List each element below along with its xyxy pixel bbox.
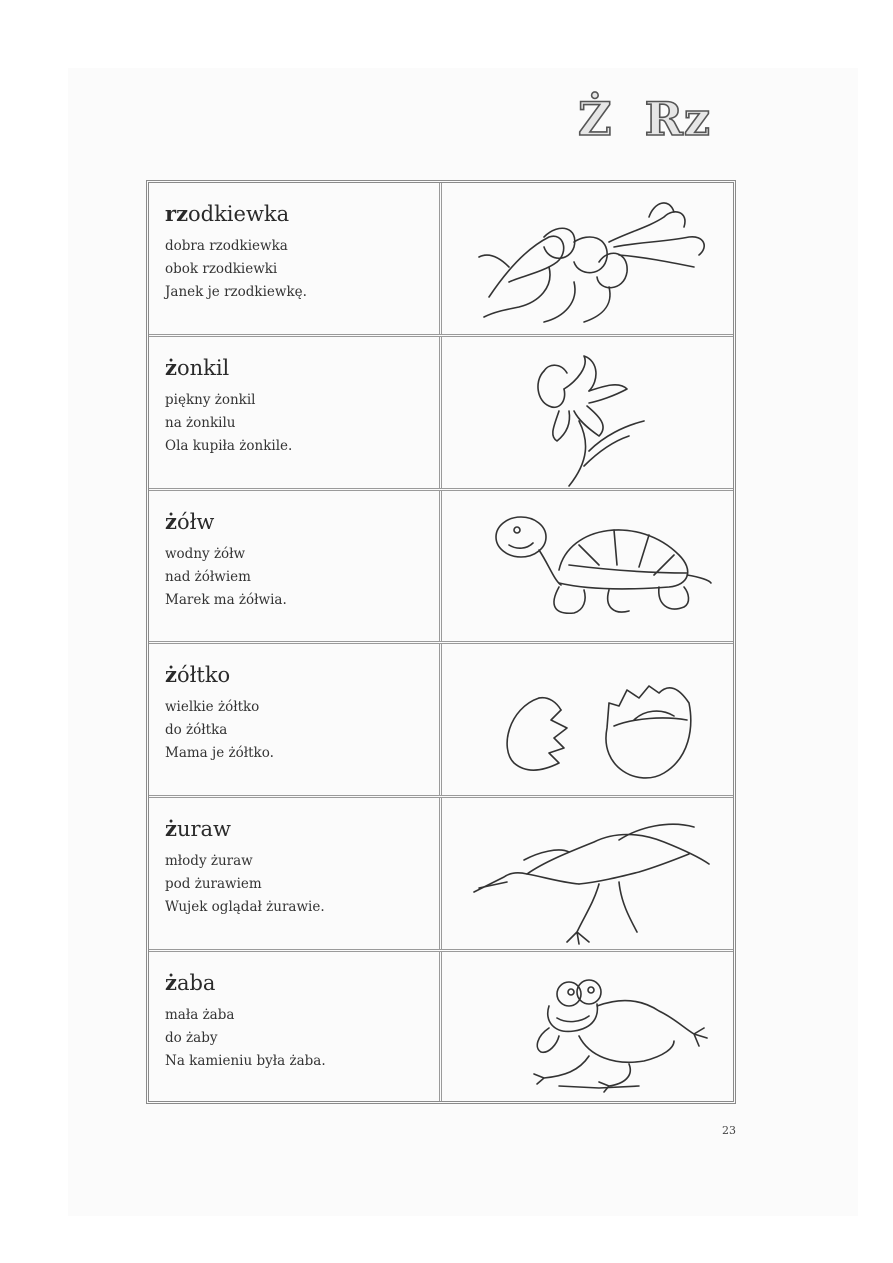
entry-word: żonkil xyxy=(165,355,230,380)
phrase-line: wielkie żółtko xyxy=(165,699,260,715)
entry-word: żuraw xyxy=(165,816,231,841)
phrase-line: wodny żółw xyxy=(165,546,246,562)
column-divider xyxy=(439,952,442,1101)
phrase-line: piękny żonkil xyxy=(165,392,256,408)
entry-phrases xyxy=(165,1004,326,1073)
entry-word: żółtko xyxy=(165,662,231,687)
phrase-line: Na kamieniu była żaba. xyxy=(165,1053,326,1069)
vocabulary-table xyxy=(146,180,736,1104)
entry-phrases xyxy=(165,850,325,919)
page-header-letters xyxy=(578,92,711,146)
phrase-line: dobra rzodkiewka xyxy=(165,238,288,254)
table-row xyxy=(149,798,733,952)
phrase-line: Marek ma żółwia. xyxy=(165,592,287,608)
phrase-line: młody żuraw xyxy=(165,853,253,869)
phrase-line: do żaby xyxy=(165,1030,218,1046)
turtle-icon xyxy=(449,495,729,641)
table-row xyxy=(149,183,733,337)
table-row xyxy=(149,337,733,491)
radish-icon xyxy=(449,187,729,333)
column-divider xyxy=(439,644,442,795)
entry-phrases xyxy=(165,543,287,612)
column-divider xyxy=(439,798,442,949)
column-divider xyxy=(439,491,442,641)
page-number: 23 xyxy=(722,1124,736,1137)
entry-phrases xyxy=(165,389,292,458)
phrase-line: do żółtka xyxy=(165,722,228,738)
phrase-line: pod żurawiem xyxy=(165,876,262,892)
entry-word: żółw xyxy=(165,509,215,534)
eggshell-icon xyxy=(449,648,729,794)
entry-phrases xyxy=(165,696,274,765)
phrase-line: Janek je rzodkiewkę. xyxy=(165,284,307,300)
entry-word: rzodkiewka xyxy=(165,201,290,226)
header-letter-rz: Rz xyxy=(644,92,711,146)
frog-icon xyxy=(449,956,729,1102)
phrase-line: Wujek oglądał żurawie. xyxy=(165,899,325,915)
table-row xyxy=(149,952,733,1101)
phrase-line: obok rzodkiewki xyxy=(165,261,278,277)
column-divider xyxy=(439,183,442,334)
entry-word: żaba xyxy=(165,970,216,995)
header-letter-z-dot: Ż xyxy=(578,92,613,146)
phrase-line: Ola kupiła żonkile. xyxy=(165,438,293,454)
column-divider xyxy=(439,337,442,488)
table-row xyxy=(149,491,733,644)
phrase-line: na żonkilu xyxy=(165,415,236,431)
crane-bird-icon xyxy=(449,802,729,948)
daffodil-icon xyxy=(449,341,729,487)
entry-phrases xyxy=(165,235,307,304)
table-row xyxy=(149,644,733,798)
phrase-line: nad żółwiem xyxy=(165,569,251,585)
phrase-line: Mama je żółtko. xyxy=(165,745,274,761)
phrase-line: mała żaba xyxy=(165,1007,235,1023)
